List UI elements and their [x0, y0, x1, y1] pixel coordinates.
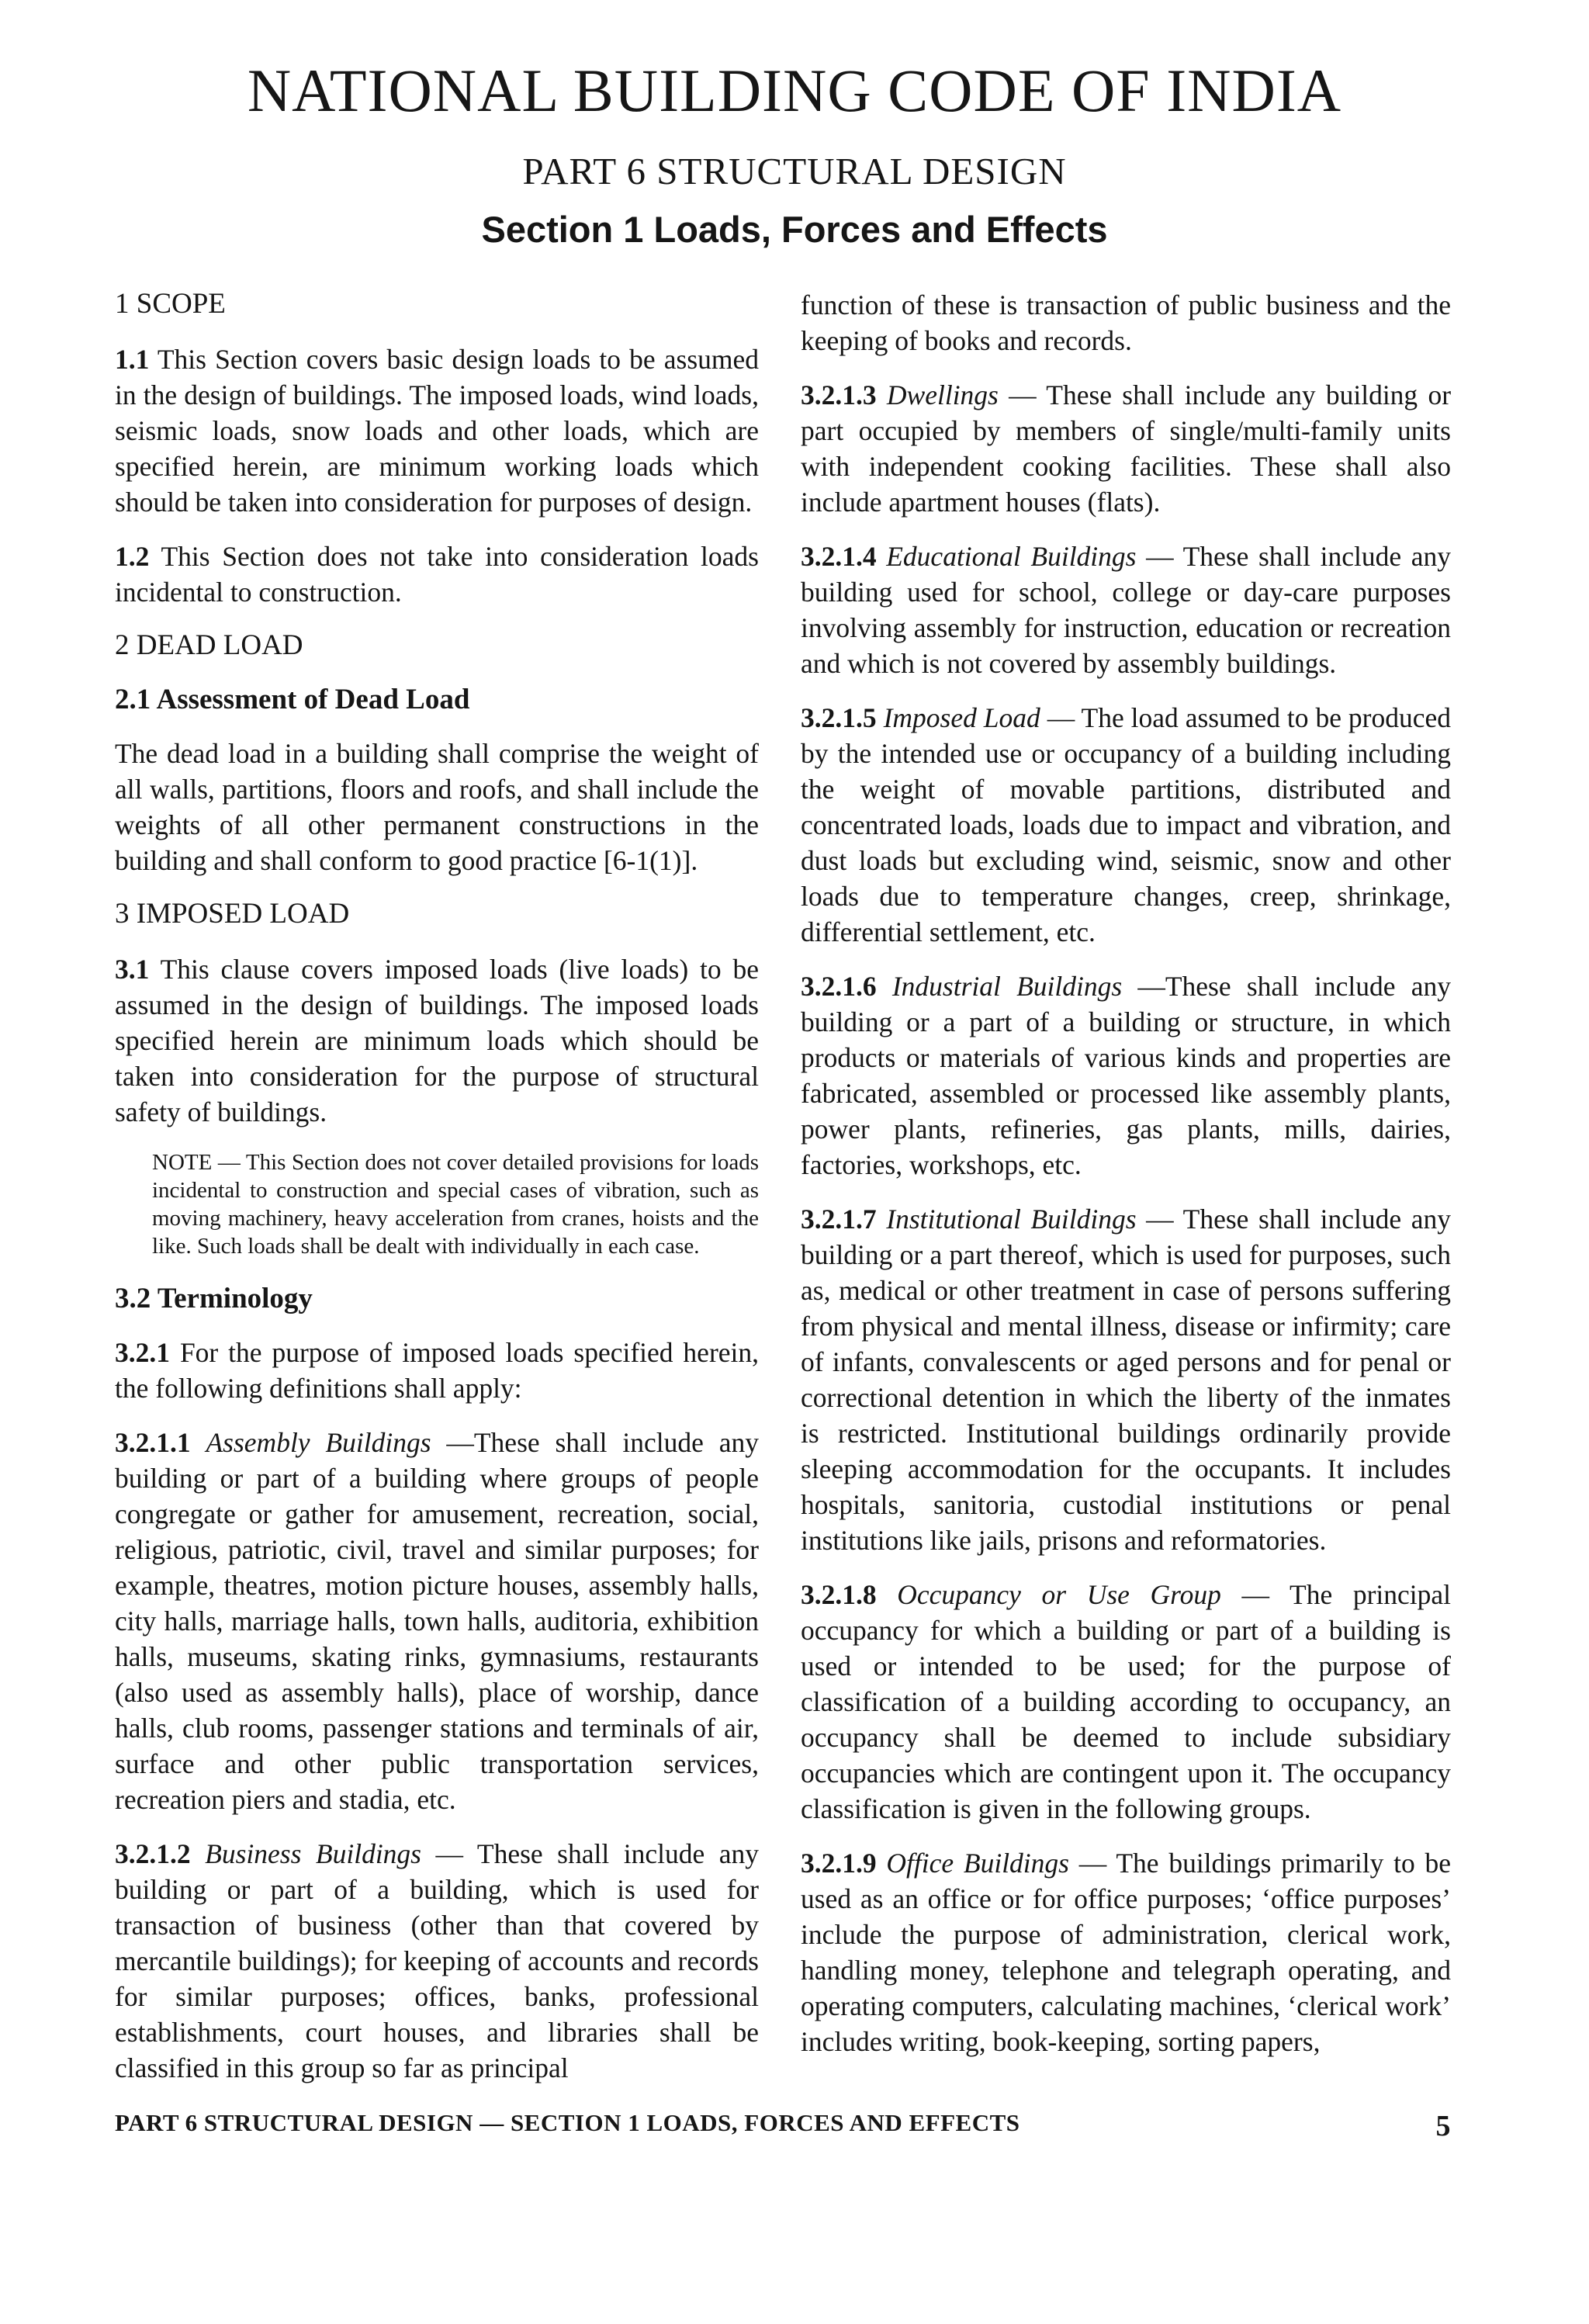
clause-1-1: [115, 341, 759, 520]
clause-3-2-1-7: [801, 1201, 1451, 1558]
clause-1-2: [115, 539, 759, 610]
clause-number: 2.1: [115, 684, 151, 715]
term: Imposed Load: [883, 702, 1040, 733]
heading-imposed-load: 3 IMPOSED LOAD: [115, 898, 350, 930]
section-heading: Section 1 Loads, Forces and Effects: [481, 209, 1108, 250]
clause-text: — The principal occupancy for which a building or part of a building is used or intended to be used; for the purpose of classification of a building according to occupancy, an occupancy shall be deemed to include subsidiary occupancies which are contingent upon it. The occupancy classification is given in the following groups.: [801, 1579, 1451, 1824]
clause-text: —These shall include any building or part of a building where groups of people congregate or gather for amusement, recreation, social, religious, patriotic, civil, travel and similar purposes; for example, theatres, motion picture houses, assembly halls, city halls, marriage halls, town halls, auditoria, exhibition halls, museums, skating rinks, gymnasiums, restaurants (also used as assembly halls), place of worship, dance halls, club rooms, passenger stations and terminals of air, surface and other public transportation services, recreation piers and stadia, etc.: [115, 1427, 759, 1815]
clause-continued: function of these is transaction of public business and the keeping of books and records.: [801, 289, 1451, 356]
clause-text: — The load assumed to be produced by the intended use or occupancy of a building including the weight of movable partitions, distributed and concentrated loads, loads due to impact and vibration, and dust loads but excluding wind, seismic, snow and other loads due to temperature changes, creep, shrinkage, differential settlement, etc.: [801, 702, 1451, 947]
clause-3-2-1-1: [115, 1425, 759, 1817]
term: Assembly Buildings: [206, 1427, 431, 1458]
note: NOTE — This Section does not cover detailed provisions for loads incidental to construction and special cases of vibration, such as moving machinery, heavy acceleration from cranes, hoists and the like. Such loads shall be dealt with individually in each case.: [152, 1150, 759, 1259]
clause-number: 3.2.1: [115, 1337, 170, 1368]
clause-number: 3.2.1.9: [801, 1848, 877, 1879]
right-column: [801, 287, 1451, 2149]
part-heading: PART 6 STRUCTURAL DESIGN: [522, 150, 1067, 192]
running-title: PART 6 STRUCTURAL DESIGN — SECTION 1 LOADS, FORCES AND EFFECTS: [115, 2109, 1020, 2136]
clause-text: This clause covers imposed loads (live loads) to be assumed in the design of buildings. The imposed loads specified herein are minimum loads which should be taken into consideration for the purpose of structural safety of buildings.: [115, 954, 759, 1127]
term: Institutional Buildings: [886, 1204, 1137, 1235]
clause-text: For the purpose of imposed loads specified herein, the following definitions shall apply:: [115, 1337, 759, 1404]
page-footer: [115, 2109, 1451, 2142]
clause-2-1-text: The dead load in a building shall comprise the weight of all walls, partitions, floors and roofs, and shall include the weights of all other permanent constructions in the building and shall conform to good practice [6-1(1)].: [115, 738, 759, 876]
clause-3-2-1-2: [115, 1836, 759, 2086]
clause-3-2-1-6: [801, 968, 1451, 1183]
left-column: [115, 287, 759, 2149]
clause-text: — The buildings primarily to be used as an office or for office purposes; ‘office purposes’ include the purpose of administration, clerical work, handling money, telephone and telegraph operating, and operating computers, calculating machines, ‘clerical work’ includes writing, book-keeping, sorting papers,: [801, 1848, 1451, 2057]
clause-number: 3.2.1.1: [115, 1427, 191, 1458]
clause-3-2-1-3: [801, 377, 1451, 520]
term: Industrial Buildings: [891, 971, 1123, 1002]
clause-3-1: [115, 951, 759, 1130]
clause-3-2-1: [115, 1335, 759, 1406]
clause-3-2-1-8: [801, 1577, 1451, 1827]
heading-2-1: [115, 683, 759, 717]
heading-dead-load: 2 DEAD LOAD: [115, 629, 303, 661]
clause-number: 3.2.1.7: [801, 1204, 877, 1235]
clause-number: 3.2.1.4: [801, 541, 877, 572]
term: Office Buildings: [886, 1848, 1069, 1879]
clause-number: 3.2: [115, 1283, 151, 1314]
clause-3-2-1-4: [801, 539, 1451, 681]
clause-number: 3.2.1.6: [801, 971, 877, 1002]
clause-text: — These shall include any building or part of a building, which is used for transaction of business (other than that covered by mercantile buildings); for keeping of accounts and records for similar purposes; offices, banks, professional establishments, court houses, and libraries shall be classified in this group so far as principal: [115, 1838, 759, 2083]
term: Occupancy or Use Group: [897, 1579, 1221, 1610]
clause-text: — These shall include any building or part occupied by members of single/multi-family units with independent cooking facilities. These shall also include apartment houses (flats).: [801, 379, 1451, 518]
term: Dwellings: [886, 379, 999, 410]
clause-number: 3.2.1.2: [115, 1838, 191, 1869]
subheading-text: Assessment of Dead Load: [156, 684, 470, 715]
heading-3-2: [115, 1282, 759, 1316]
clause-text: This Section covers basic design loads to be assumed in the design of buildings. The imposed loads, wind loads, seismic loads, snow loads and other loads, which are specified herein, are minimum working loads which should be taken into consideration for purposes of design.: [115, 344, 759, 518]
clause-number: 3.2.1.3: [801, 379, 877, 410]
document-title: NATIONAL BUILDING CODE OF INDIA: [247, 57, 1342, 124]
subheading-text: Terminology: [157, 1283, 313, 1314]
clause-text: — These shall include any building used for school, college or day-care purposes involving assembly for instruction, education or recreation and which is not covered by assembly buildings.: [801, 541, 1451, 679]
clause-number: 3.2.1.5: [801, 702, 877, 733]
clause-3-2-1-5: [801, 700, 1451, 950]
term: Business Buildings: [205, 1838, 421, 1869]
clause-text: — These shall include any building or a part thereof, which is used for purposes, such as, medical or other treatment in case of persons suffering from physical and mental illness, disease or infirmity; care of infants, convalescents or aged persons and for penal or correctional detention in which the liberty of the inmates is restricted. Institutional buildings ordinarily provide sleeping accommodation for the occupants. It includes hospitals, sanitoria, custodial institutions or penal institutions like jails, prisons and reformatories.: [801, 1204, 1451, 1556]
clause-text: This Section does not take into consideration loads incidental to construction.: [115, 541, 759, 608]
clause-number: 3.2.1.8: [801, 1579, 877, 1610]
clause-3-2-1-9: [801, 1845, 1451, 2059]
clause-number: 1.1: [115, 344, 150, 375]
clause-number: 3.1: [115, 954, 150, 985]
heading-scope: 1 SCOPE: [115, 288, 226, 320]
clause-text: —These shall include any building or a part of a building or structure, in which products or materials of various kinds and properties are fabricated, assembled or processed like assembly plants, power plants, refineries, gas plants, mills, dairies, factories, workshops, etc.: [801, 971, 1451, 1180]
page-number: 5: [1435, 2110, 1451, 2142]
term: Educational Buildings: [886, 541, 1137, 572]
clause-number: 1.2: [115, 541, 150, 572]
